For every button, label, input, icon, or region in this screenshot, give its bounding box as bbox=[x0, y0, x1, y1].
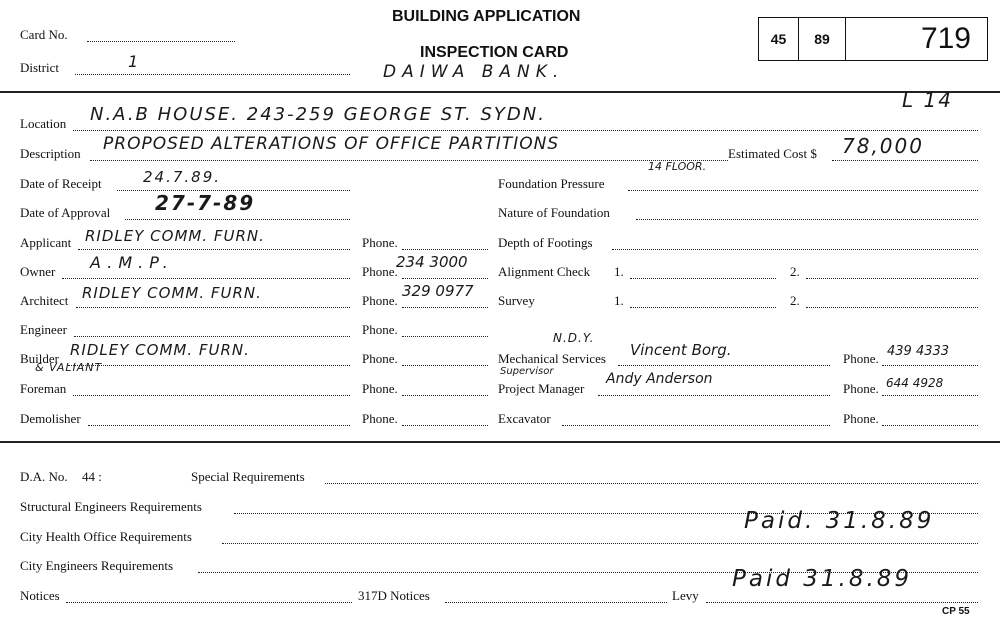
card-no-field[interactable] bbox=[87, 40, 235, 42]
applicant-field[interactable] bbox=[78, 248, 350, 250]
handwritten-bank-name: DAIWA BANK. bbox=[383, 62, 565, 82]
demolisher-phone-label: Phone. bbox=[362, 411, 398, 426]
excavator-field[interactable] bbox=[562, 424, 830, 426]
alignment-check-field-2[interactable] bbox=[806, 277, 978, 279]
form-code: CP 55 bbox=[942, 606, 970, 617]
builder-value: RIDLEY COMM. FURN. bbox=[70, 341, 250, 359]
levy-value: Paid 31.8.89 bbox=[732, 566, 913, 592]
date-approval-label: Date of Approval bbox=[20, 205, 111, 220]
engineer-phone-label: Phone. bbox=[362, 322, 398, 337]
317d-notices-field[interactable] bbox=[445, 601, 667, 603]
da-value: 44 : bbox=[82, 469, 102, 484]
foundation-pressure-label: Foundation Pressure bbox=[498, 176, 605, 191]
date-receipt-value: 24.7.89. bbox=[143, 168, 222, 186]
mechanical-note: N.D.Y. bbox=[553, 331, 595, 345]
notices-label: Notices bbox=[20, 588, 60, 603]
owner-field[interactable] bbox=[62, 277, 350, 279]
demolisher-field[interactable] bbox=[88, 424, 350, 426]
nature-foundation-field[interactable] bbox=[636, 218, 978, 220]
architect-phone-label: Phone. bbox=[362, 293, 398, 308]
foundation-pressure-field[interactable] bbox=[628, 189, 978, 191]
owner-phone-field[interactable] bbox=[402, 277, 488, 279]
317d-notices-label: 317D Notices bbox=[358, 588, 430, 603]
owner-phone-label: Phone. bbox=[362, 264, 398, 279]
applicant-value: RIDLEY COMM. FURN. bbox=[85, 227, 265, 245]
city-engineers-label: City Engineers Requirements bbox=[20, 558, 174, 573]
estimated-cost-value: 78,000 bbox=[842, 134, 924, 158]
special-requirements-field[interactable] bbox=[325, 482, 978, 484]
description-field[interactable] bbox=[90, 159, 728, 161]
card-number-box bbox=[758, 17, 988, 61]
survey-num1: 1. bbox=[614, 293, 624, 308]
builder-label: Builder bbox=[20, 351, 59, 366]
structural-label: Structural Engineers Requirements bbox=[20, 499, 202, 514]
excavator-phone-label: Phone. bbox=[843, 411, 879, 426]
notices-field[interactable] bbox=[66, 601, 352, 603]
builder-note: & VALIANT bbox=[35, 361, 103, 374]
foreman-phone-field[interactable] bbox=[402, 394, 488, 396]
card-no-label: Card No. bbox=[20, 27, 68, 42]
builder-field[interactable] bbox=[68, 364, 350, 366]
estimated-cost-label: Estimated Cost $ bbox=[728, 146, 817, 161]
demolisher-phone-field[interactable] bbox=[402, 424, 488, 426]
architect-phone-field[interactable] bbox=[402, 306, 488, 308]
mechanical-label: Mechanical Services bbox=[498, 351, 606, 366]
excavator-label: Excavator bbox=[498, 411, 551, 426]
foreman-field[interactable] bbox=[73, 394, 350, 396]
excavator-phone-field[interactable] bbox=[882, 424, 978, 426]
owner-value: A.M.P. bbox=[90, 253, 174, 272]
architect-value: RIDLEY COMM. FURN. bbox=[82, 284, 262, 302]
description-value: PROPOSED ALTERATIONS OF OFFICE PARTITIONS bbox=[103, 134, 560, 154]
location-field[interactable] bbox=[73, 129, 978, 131]
architect-phone-value: 329 0977 bbox=[402, 282, 474, 300]
mechanical-phone-value: 439 4333 bbox=[887, 344, 950, 359]
district-field[interactable] bbox=[75, 73, 350, 75]
special-requirements-label: Special Requirements bbox=[191, 469, 305, 484]
city-health-label: City Health Office Requirements bbox=[20, 529, 192, 544]
date-approval-field[interactable] bbox=[125, 218, 350, 220]
mechanical-value: Vincent Borg. bbox=[630, 341, 732, 359]
number-cell-1: 45 bbox=[759, 18, 799, 60]
city-health-field[interactable] bbox=[222, 542, 978, 544]
survey-label: Survey bbox=[498, 293, 535, 308]
owner-label: Owner bbox=[20, 264, 56, 279]
project-manager-label: Project Manager bbox=[498, 381, 585, 396]
da-label: D.A. No. bbox=[20, 469, 68, 484]
mechanical-field[interactable] bbox=[618, 364, 830, 366]
project-manager-field[interactable] bbox=[598, 394, 830, 396]
date-approval-value: 27-7-89 bbox=[155, 191, 256, 215]
project-manager-value: Andy Anderson bbox=[606, 371, 713, 387]
depth-footings-label: Depth of Footings bbox=[498, 235, 593, 250]
levy-field[interactable] bbox=[706, 601, 978, 603]
applicant-phone-field[interactable] bbox=[402, 248, 488, 250]
engineer-field[interactable] bbox=[74, 335, 350, 337]
foreman-phone-label: Phone. bbox=[362, 381, 398, 396]
builder-phone-field[interactable] bbox=[402, 364, 488, 366]
alignment-check-num2: 2. bbox=[790, 264, 800, 279]
foreman-label: Foreman bbox=[20, 381, 67, 396]
card-title: BUILDING APPLICATION bbox=[392, 8, 581, 25]
district-label: District bbox=[20, 60, 59, 75]
city-health-value: Paid. 31.8.89 bbox=[744, 508, 935, 534]
survey-field-2[interactable] bbox=[806, 306, 978, 308]
top-divider bbox=[0, 91, 1000, 93]
alignment-check-num1: 1. bbox=[614, 264, 624, 279]
project-manager-phone-value: 644 4928 bbox=[886, 376, 944, 390]
levy-label: Levy bbox=[672, 588, 699, 603]
district-value: 1 bbox=[128, 52, 141, 71]
project-manager-note: Supervisor bbox=[500, 366, 554, 377]
applicant-label: Applicant bbox=[20, 235, 72, 250]
alignment-check-field-1[interactable] bbox=[630, 277, 776, 279]
location-value: N.A.B HOUSE. 243-259 GEORGE ST. SYDN. bbox=[90, 104, 546, 125]
architect-field[interactable] bbox=[76, 306, 350, 308]
demolisher-label: Demolisher bbox=[20, 411, 81, 426]
middle-divider bbox=[0, 441, 1000, 443]
applicant-phone-label: Phone. bbox=[362, 235, 398, 250]
project-manager-phone-field[interactable] bbox=[882, 394, 978, 396]
description-label: Description bbox=[20, 146, 81, 161]
builder-phone-label: Phone. bbox=[362, 351, 398, 366]
card-number: 719 bbox=[920, 22, 971, 55]
survey-num2: 2. bbox=[790, 293, 800, 308]
nature-foundation-label: Nature of Foundation bbox=[498, 205, 610, 220]
project-manager-phone-label: Phone. bbox=[843, 381, 879, 396]
depth-footings-field[interactable] bbox=[612, 248, 978, 250]
date-receipt-label: Date of Receipt bbox=[20, 176, 102, 191]
alignment-check-label: Alignment Check bbox=[498, 264, 591, 279]
owner-phone-value: 234 3000 bbox=[396, 253, 468, 271]
estimated-cost-field[interactable] bbox=[832, 159, 978, 161]
mechanical-phone-field[interactable] bbox=[882, 364, 978, 366]
location-note: L 14 bbox=[902, 88, 953, 112]
description-note: 14 FLOOR. bbox=[648, 160, 707, 173]
card-subtitle: INSPECTION CARD bbox=[420, 44, 569, 61]
engineer-phone-field[interactable] bbox=[402, 335, 488, 337]
survey-field-1[interactable] bbox=[630, 306, 776, 308]
engineer-label: Engineer bbox=[20, 322, 67, 337]
location-label: Location bbox=[20, 116, 67, 131]
mechanical-phone-label: Phone. bbox=[843, 351, 879, 366]
number-cell-2: 89 bbox=[799, 18, 846, 60]
architect-label: Architect bbox=[20, 293, 69, 308]
